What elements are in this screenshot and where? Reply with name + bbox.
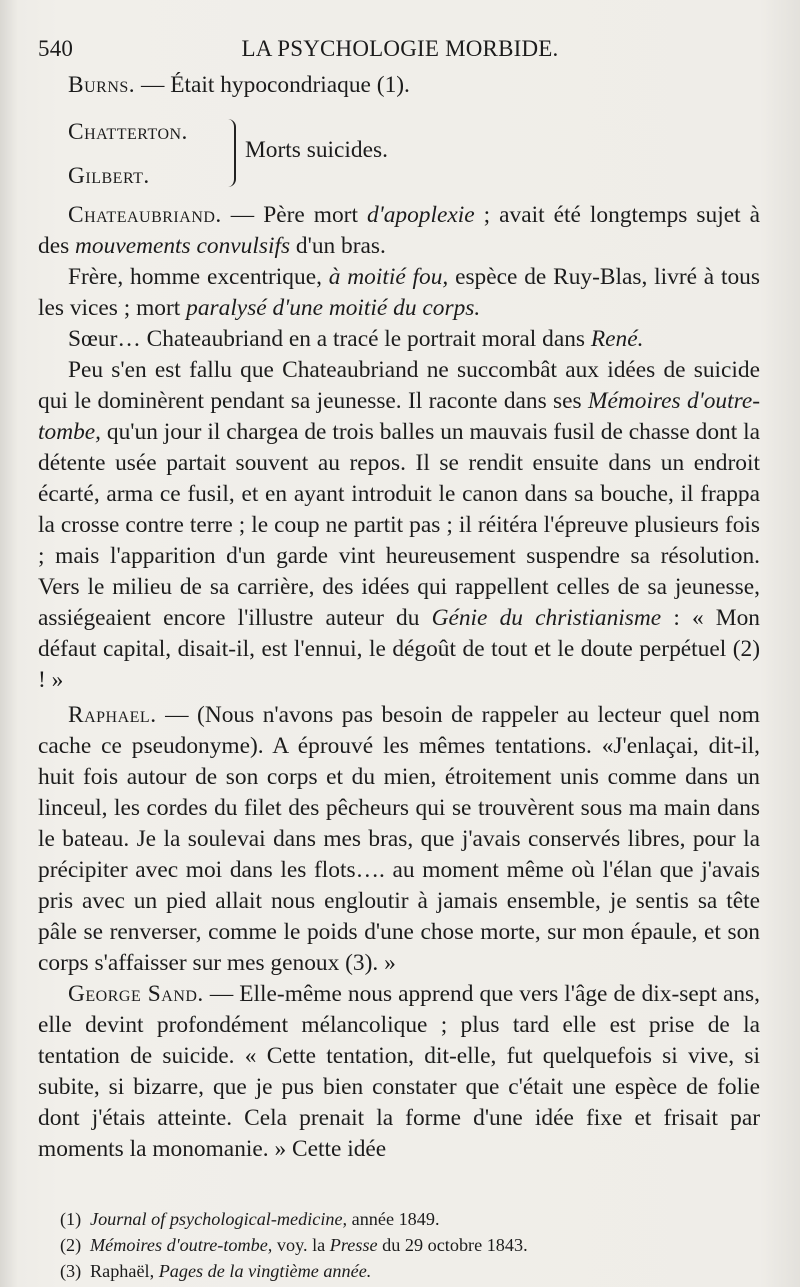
text-span: : « Mon défaut capital, disait-il, est l'ennui, le dégoût de tout et le doute perpétuel (2) ! »	[38, 605, 760, 693]
text-span: Frère, homme excentrique,	[68, 264, 329, 290]
paragraph-frere	[38, 262, 760, 324]
italic-span: mouvements convulsifs	[75, 233, 291, 259]
italic-span: Mémoires d'outre-tombe,	[38, 388, 760, 445]
text-span: ; avait été longtemps sujet à des	[38, 202, 760, 259]
paragraph-burns	[38, 70, 760, 101]
italic-span: Mémoires d'outre-tombe,	[90, 1235, 273, 1255]
italic-span: paralysé d'une moitié du corps.	[186, 295, 481, 321]
text-span: Sœur… Chateaubriand en a tracé le portrait moral dans	[68, 326, 591, 352]
text-span: — (Nous n'avons pas besoin de rappeler au lecteur quel nom cache ce pseudonyme). A éprouvé les mêmes tentations. «J'enlaçai, dit-il, huit fois autour de son corps et du mien, étroitement unis comme dans un linceul, les cordes du filet des pêcheurs qui se trouvèrent sous ma main dans le bateau. Je la soulevai dans mes bras, que j'avais conservés libres, pour la précipiter avec moi dans les flots…. au moment même où l'élan que j'avais pris avec un pied allait nous engloutir à jamais ensemble, je sentis sa tête pâle se renverser, comme le poids d'une chose morte, sur mon épaule, et son corps s'affaisser sur mes genoux (3). »	[38, 702, 760, 976]
name-burns: Burns.	[68, 72, 136, 98]
text-span: — Père mort	[221, 202, 367, 228]
page-number: 540	[38, 36, 74, 61]
footnote-number: (1)	[60, 1209, 82, 1229]
italic-span: Pages de la vingtième année.	[158, 1261, 372, 1281]
text-span: Raphaël,	[90, 1261, 159, 1281]
italic-span: Journal of psychological-medicine,	[90, 1209, 348, 1229]
brace-group	[68, 101, 760, 197]
footnote-number: (2)	[60, 1235, 82, 1255]
paragraph-soeur	[38, 324, 760, 355]
text-span: du 29 octobre 1843.	[377, 1235, 528, 1255]
footnote-number: (3)	[60, 1261, 82, 1281]
paragraph-suicide-chateaubriand	[38, 355, 760, 696]
paragraph-raphael	[38, 700, 760, 979]
footnotes	[60, 1206, 760, 1284]
text-span: voy. la	[272, 1235, 330, 1255]
italic-span: Génie du christianisme	[431, 605, 662, 631]
footnote-1	[60, 1206, 760, 1232]
name-gilbert: Gilbert.	[68, 163, 150, 189]
name-chatterton: Chatterton.	[68, 119, 188, 145]
text-span: d'un bras.	[290, 233, 386, 259]
italic-span: d'apoplexie	[367, 202, 475, 228]
name-raphael: Raphael.	[68, 702, 157, 728]
paragraph-george-sand	[38, 979, 760, 1165]
italic-span: Presse	[329, 1235, 378, 1255]
page-header	[38, 36, 762, 66]
running-head: LA PSYCHOLOGIE MORBIDE.	[241, 36, 559, 61]
burns-text: — Était hypocondriaque (1).	[135, 72, 410, 98]
text-span: espèce de Ruy-Blas, livré à tous les vices ; mort	[38, 264, 760, 321]
footnote-3	[60, 1258, 760, 1284]
text-span: année 1849.	[347, 1209, 440, 1229]
brace-mark	[228, 119, 236, 187]
italic-span: à moitié fou,	[328, 264, 449, 290]
footnote-2	[60, 1232, 760, 1258]
name-george-sand: George Sand.	[68, 981, 204, 1007]
paragraph-chateaubriand	[38, 200, 760, 262]
page-body	[38, 70, 760, 1165]
name-chateaubriand: Chateaubriand.	[68, 202, 222, 228]
italic-span: René.	[590, 326, 644, 352]
text-span: qu'un jour il chargea de trois balles un mauvais fusil de chasse dont la détente usée partait souvent au repos. Il se rendit ensuite dans un endroit écarté, arma ce fusil, et en ayant introduit le canon dans sa bouche, il frappa la crosse contre terre ; le coup ne partit pas ; il réitéra l'épreuve plusieurs fois ; mais l'apparition d'un garde vint heureusement suspendre sa résolution. Vers le milieu de sa carrière, des idées qui rappellent celles de sa jeunesse, assiégeaient encore l'illustre auteur du	[38, 419, 760, 631]
text-span: — Elle-même nous apprend que vers l'âge de dix-sept ans, elle devint profondément mélancolique ; plus tard elle est prise de la tentation de suicide. « Cette tentation, dit-elle, fut quelquefois si vive, si subite, si bizarre, que je pus bien constater que c'était une espèce de folie dont j'étais atteinte. Cela prenait la forme d'une idée fixe et frisait par moments la monomanie. » Cette idée	[38, 981, 761, 1162]
text-span: Peu s'en est fallu que Chateaubriand ne succombât aux idées de suicide qui le dominèrent pendant sa jeunesse. Il raconte dans ses	[38, 357, 760, 414]
brace-label: Morts suicides.	[245, 137, 388, 163]
